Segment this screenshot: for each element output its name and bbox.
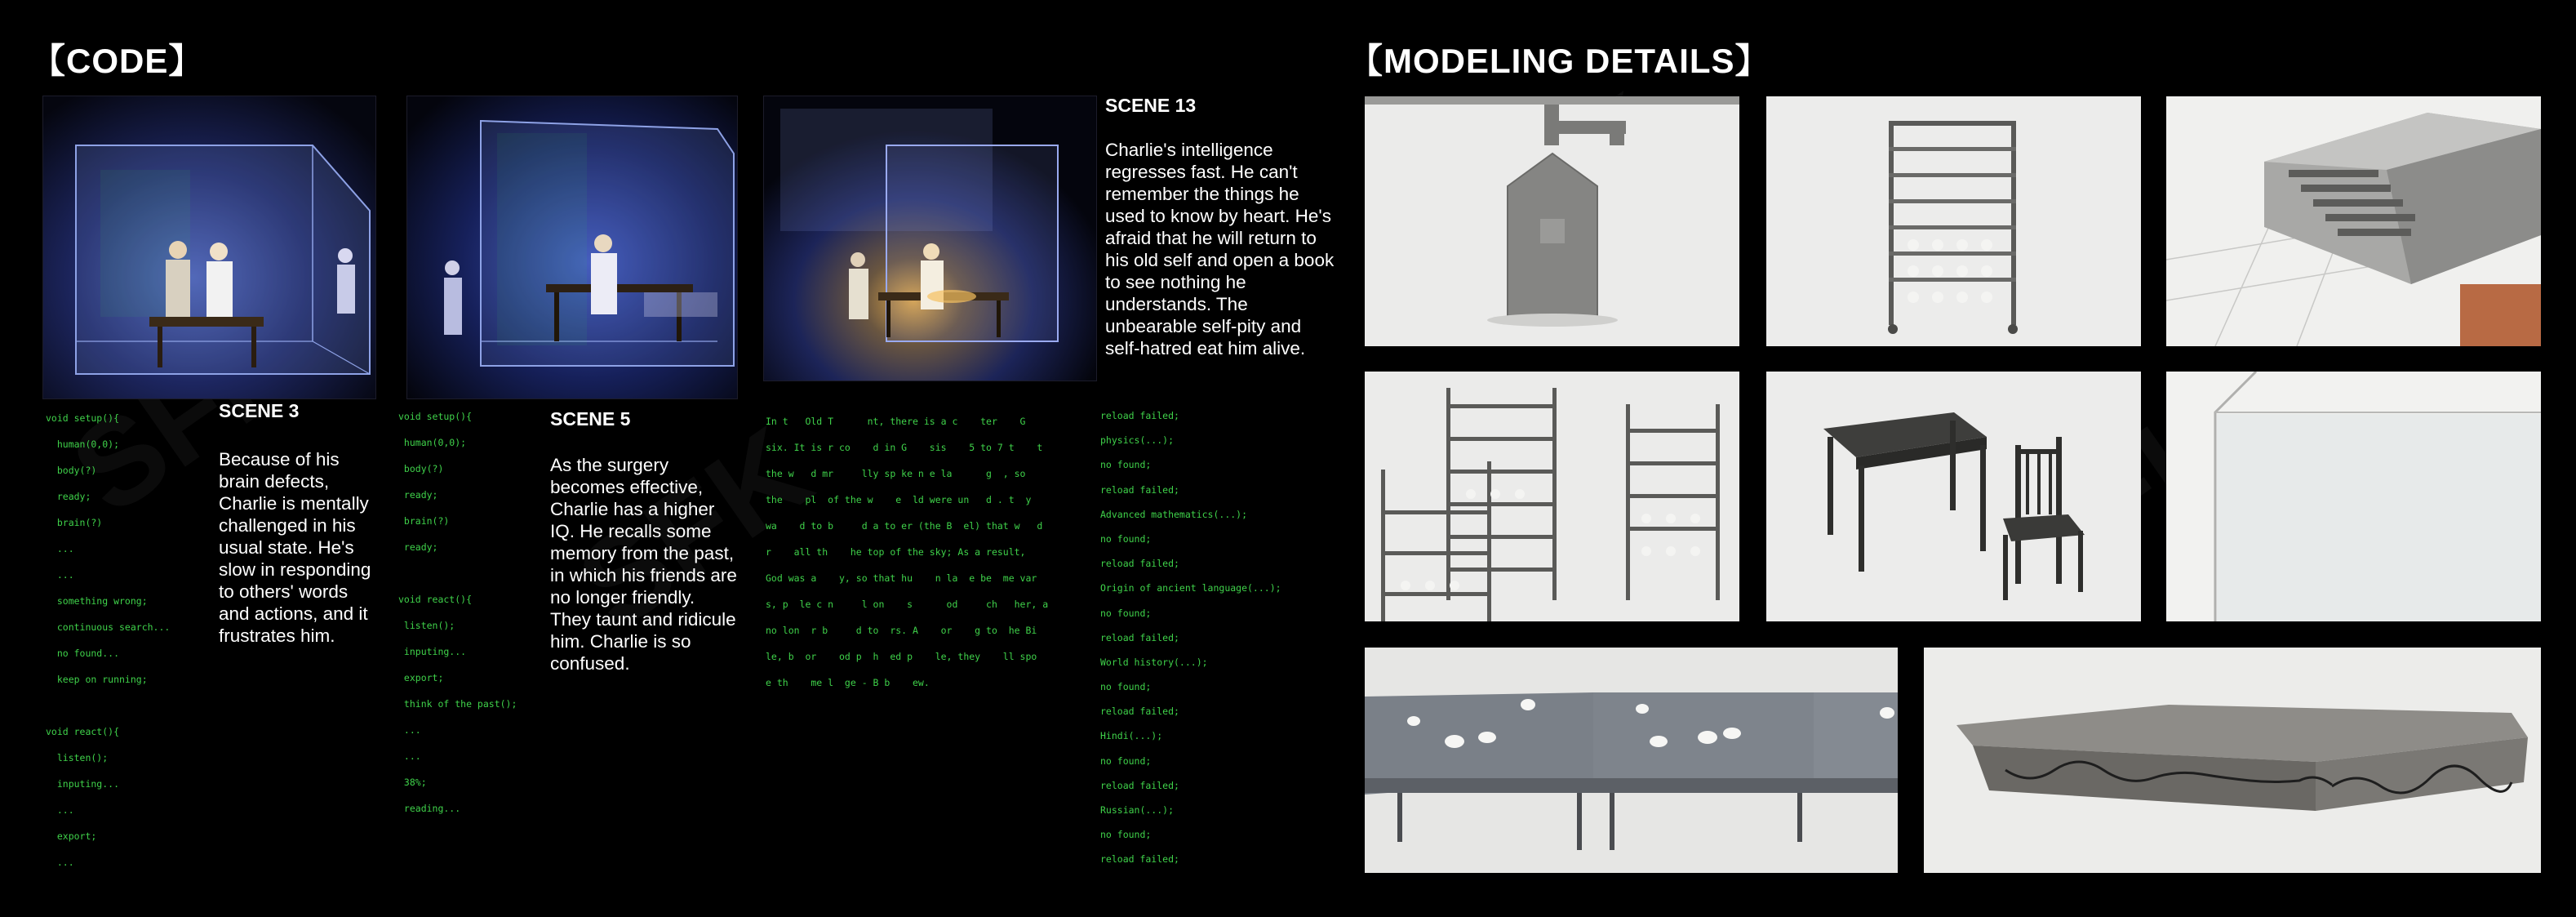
scene-3-code-block (46, 405, 170, 875)
table-and-chair-model-photo (1766, 372, 2141, 621)
code-line: Russian(...); (1100, 804, 1175, 816)
code-line: ... (46, 857, 74, 868)
code-line: 38%; (398, 777, 427, 788)
code-line: no lon r b d to rs. A or g to he Bi (766, 625, 1037, 636)
code-line: six. It is r co d in G sis 5 to 7 t t (766, 442, 1043, 453)
code-line: ready; (398, 489, 438, 501)
code-line: inputing... (398, 646, 467, 657)
code-line: inputing... (46, 778, 120, 790)
code-line: human(0,0); (46, 438, 120, 450)
code-line: Origin of ancient language(...); (1100, 582, 1281, 594)
code-line: ... (46, 543, 74, 554)
code-line: the pl of the w e ld were un d . t y (766, 494, 1032, 505)
scene-3-description: Because of his brain defects, Charlie is mentally challenged in his usual state. He's slow in responding to others' words and actions, and it frustrates him. (219, 449, 371, 646)
scene-5-code-block (398, 403, 517, 821)
code-line: no found... (46, 648, 120, 659)
code-line: think of the past(); (398, 698, 517, 710)
code-line: keep on running; (46, 674, 148, 685)
code-line: something wrong; (46, 595, 148, 607)
code-line: listen(); (46, 752, 109, 763)
bread-racks-group-model-photo (1365, 372, 1739, 621)
code-line: reload failed; (1100, 631, 1179, 643)
staircase-block-model-photo (2166, 96, 2541, 346)
glass-box-model-photo (2166, 372, 2541, 621)
code-line: World history(...); (1100, 656, 1208, 668)
code-line: the w d mr lly sp ke n e la g , so (766, 468, 1026, 479)
code-line: reload failed; (1100, 853, 1179, 866)
code-line: no found; (1100, 829, 1152, 841)
scene-13-babel-text-block (766, 408, 1048, 696)
scene-3-stage-photo (42, 96, 376, 399)
code-line: no found; (1100, 607, 1152, 619)
scene-13-description: Charlie's intelligence regresses fast. He can't remember the things he used to know by heart. He's afraid that he will return to his old self and open a book to see nothing he understands. The unbearable self-pity and self-hatred eat him alive. (1105, 140, 1335, 358)
code-line: Advanced mathematics(...); (1100, 508, 1248, 520)
code-line: body(?) (398, 463, 444, 474)
code-line: continuous search... (46, 621, 171, 633)
code-line: body(?) (46, 465, 97, 476)
code-line: listen(); (398, 620, 455, 631)
code-line: no found; (1100, 681, 1152, 693)
code-line: brain(?) (46, 517, 103, 528)
scene-5-stage-photo (406, 96, 738, 399)
code-line: brain(?) (398, 515, 450, 527)
scene-13-code-block (1100, 403, 1281, 872)
code-line: physics(...); (1100, 434, 1175, 447)
code-line: e th me l ge - B b ew. (766, 677, 930, 688)
code-line: void react(){ (46, 726, 120, 737)
code-line: export; (46, 830, 97, 842)
hanging-tag-model-photo (1365, 96, 1739, 346)
code-line: le, b or od p h ed p le, they ll spo (766, 651, 1037, 662)
code-line: ... (398, 724, 421, 736)
code-line: void setup(){ (398, 411, 473, 422)
code-line: Hindi(...); (1100, 730, 1163, 742)
code-line (398, 560, 517, 586)
code-line: ... (398, 750, 421, 762)
code-line (46, 692, 170, 719)
code-section-title: 【CODE】 (31, 42, 204, 80)
code-line: no found; (1100, 532, 1152, 545)
code-line: reload failed; (1100, 483, 1179, 496)
code-line: In t Old T nt, there is a c ter G (766, 416, 1026, 427)
code-line: wa d to b d a to er (the B el) that w d (766, 520, 1043, 532)
code-line: human(0,0); (398, 437, 467, 448)
code-line: reload failed; (1100, 410, 1179, 421)
code-line: void react(){ (398, 594, 473, 605)
modeling-section-title: 【MODELING DETAILS】 (1348, 42, 1770, 80)
long-tables-model-photo (1365, 648, 1898, 873)
code-line: reading... (398, 803, 461, 814)
code-line: s, p le c n l on s od ch her, a (766, 599, 1049, 610)
code-line: no found; (1100, 755, 1152, 767)
scene-5-description: As the surgery becomes effective, Charlie has a higher IQ. He recalls some memory from the past, in which his friends are no longer friendly. They taunt and ridicule him. Charlie is so confused. (550, 455, 737, 674)
scene-13-heading: SCENE 13 (1105, 95, 1197, 116)
code-line: ... (46, 804, 74, 816)
code-line: reload failed; (1100, 779, 1179, 791)
code-line: ready; (398, 541, 438, 553)
scene-13-stage-photo (763, 96, 1097, 381)
code-line: ready; (46, 491, 91, 502)
scene-3-heading: SCENE 3 (219, 400, 300, 421)
wired-platform-model-photo (1924, 648, 2541, 873)
code-line: no found; (1100, 459, 1152, 471)
code-line: reload failed; (1100, 706, 1179, 718)
code-line: reload failed; (1100, 558, 1179, 570)
code-line: void setup(){ (46, 412, 120, 424)
code-line: ... (46, 569, 74, 581)
code-line: export; (398, 672, 444, 683)
code-line: God was a y, so that hu n la e be me var (766, 572, 1037, 584)
scene-5-heading: SCENE 5 (550, 408, 631, 430)
bread-rack-model-photo (1766, 96, 2141, 346)
code-line: r all th he top of the sky; As a result, (766, 546, 1026, 558)
